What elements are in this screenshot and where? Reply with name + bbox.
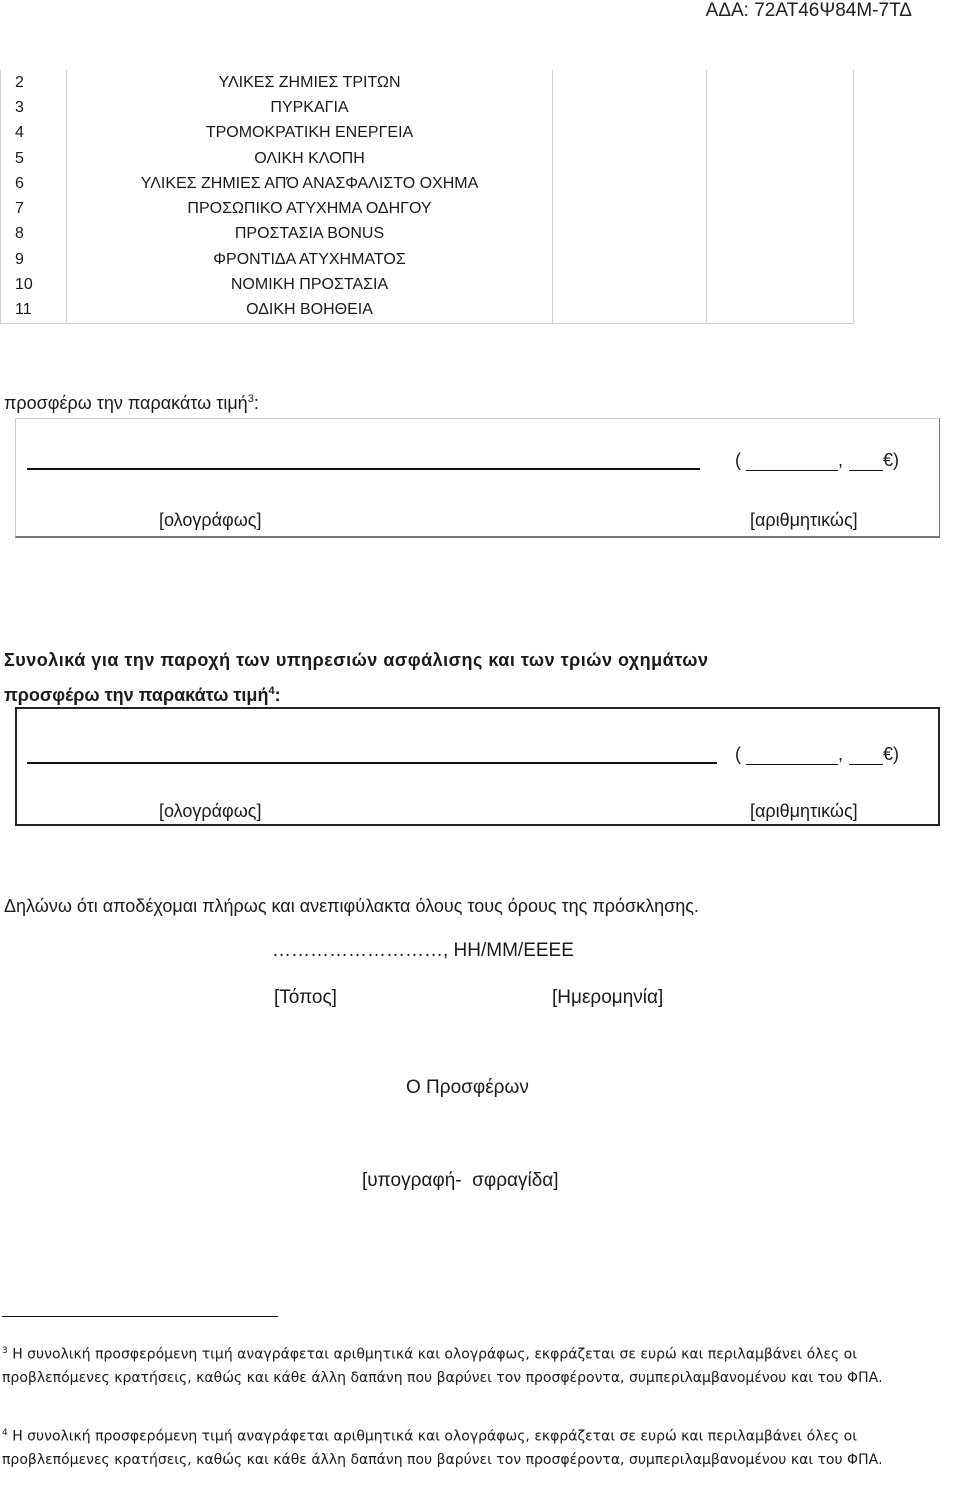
coverage-number: 7 [1,196,67,221]
label-words-total: [ολογράφως] [159,801,262,821]
footnote-separator [2,1316,278,1317]
open-paren: ( [735,450,741,470]
footnote-3 [2,1340,958,1390]
coverage-name: ΝΟΜΙΚΗ ΠΡΟΣΤΑΣΙΑ [67,272,553,297]
empty-cell [553,247,707,272]
label-words-1: [ολογράφως] [159,510,262,530]
total-heading-text: προσφέρω την παρακάτω τιμή [4,685,269,705]
coverage-name: ΟΛΙΚΗ ΚΛΟΠΗ [67,146,553,171]
empty-cell [553,272,707,297]
footnote-text: Η συνολική προσφερόμενη τιμή αναγράφεται αριθμητικά και ολογράφως, εκφράζεται σε ευρώ και περιλαμβάνει όλες οι προβλεπόμενες κρατήσεις, καθώς και κάθε άλλη δαπάνη που βαρύνει τον προσφέροντα, συμπεριλαμβανομένου και του ΦΠΑ. [2,1428,883,1468]
empty-cell [553,298,707,324]
euro-decimal-blank [849,748,883,765]
euro-decimal-blank [849,454,883,471]
footnote-ref-4: 4 [268,685,275,697]
coverage-number: 6 [1,171,67,196]
empty-cell [707,298,854,324]
table-row [1,247,854,272]
coverage-number: 3 [1,95,67,120]
coverage-name: ΠΥΡΚΑΓΙΑ [67,95,553,120]
total-heading-line2 [4,685,281,706]
table-row [1,95,854,120]
empty-cell [553,121,707,146]
signature-label: [υπογραφή- σφραγίδα] [362,1170,559,1191]
empty-cell [553,70,707,95]
currency-close: €) [883,450,900,470]
empty-cell [707,222,854,247]
empty-cell [553,196,707,221]
empty-cell [553,95,707,120]
table-row [1,171,854,196]
empty-cell [707,70,854,95]
coverage-number: 2 [1,70,67,95]
date-label: [Ημερομηνία] [552,987,664,1008]
euro-integer-blank [746,748,838,765]
coverage-number: 4 [1,121,67,146]
empty-cell [707,95,854,120]
empty-cell [707,247,854,272]
price-intro-colon: : [253,393,259,413]
coverage-name: ΦΡΟΝΤΙΔΑ ΑΤΥΧΗΜΑΤΟΣ [67,247,553,272]
comma-separator: , [838,450,844,470]
empty-cell [707,121,854,146]
coverage-number: 8 [1,222,67,247]
coverage-name: ΟΔΙΚΗ ΒΟΗΘΕΙΑ [67,298,553,324]
price-numbers-field-1 [735,450,899,471]
coverage-name: ΠΡΟΣΩΠΙΚΟ ΑΤΥΧΗΜΑ ΟΔΗΓΟΥ [67,196,553,221]
ada-code: ΑΔΑ: 72ΑΤ46Ψ84Μ-7ΤΔ [705,0,912,21]
footnote-number: 3 [2,1346,8,1356]
empty-cell [553,171,707,196]
table-row [1,298,854,324]
table-row [1,272,854,297]
footnote-4 [2,1422,958,1472]
price-words-line-total [27,762,717,764]
price-numbers-field-total [735,744,899,765]
empty-cell [707,146,854,171]
place-date-line: ………………………, ΗΗ/ΜΜ/ΕΕΕΕ [272,940,574,961]
label-numbers-1: [αριθμητικώς] [750,510,858,530]
coverage-name: ΥΛΙΚΕΣ ΖΗΜΙΕΣ ΤΡΙΤΩΝ [67,70,553,95]
footnote-number: 4 [2,1428,8,1438]
empty-cell [553,222,707,247]
coverage-number: 9 [1,247,67,272]
coverage-number: 5 [1,146,67,171]
place-label: [Τόπος] [274,987,337,1008]
currency-close: €) [883,744,900,764]
coverage-number: 10 [1,272,67,297]
declaration-text: Δηλώνω ότι αποδέχομαι πλήρως και ανεπιφύλακτα όλους τους όρους της πρόσκλησης. [4,896,699,916]
coverage-name: ΠΡΟΣΤΑΣΙΑ BONUS [67,222,553,247]
empty-cell [707,196,854,221]
footnote-text: Η συνολική προσφερόμενη τιμή αναγράφεται αριθμητικά και ολογράφως, εκφράζεται σε ευρώ και περιλαμβάνει όλες οι προβλεπόμενες κρατήσεις, καθώς και κάθε άλλη δαπάνη που βαρύνει τον προσφέροντα, συμπεριλαμβανομένου και του ΦΠΑ. [2,1346,883,1386]
table-row [1,121,854,146]
label-numbers-total: [αριθμητικώς] [750,801,858,821]
empty-cell [707,171,854,196]
table-row [1,222,854,247]
footnote-ref-3: 3 [247,393,254,405]
bidder-label: Ο Προσφέρων [406,1077,529,1098]
empty-cell [707,272,854,297]
table-row [1,146,854,171]
table-row [1,70,854,95]
total-heading-colon: : [274,685,281,705]
price-intro [4,393,259,414]
coverage-table [0,70,854,324]
euro-integer-blank [746,454,838,471]
coverage-name: ΤΡΟΜΟΚΡΑΤΙΚΗ ΕΝΕΡΓΕΙΑ [67,121,553,146]
total-heading-line1: Συνολικά για την παροχή των υπηρεσιών ασφάλισης και των τριών οχημάτων [4,650,709,670]
price-intro-text: προσφέρω την παρακάτω τιμή [4,393,248,413]
coverage-name: ΥΛΙΚΕΣ ΖΗΜΙΕΣ ΑΠΌ ΑΝΑΣΦΑΛΙΣΤΟ ΟΧΗΜΑ [67,171,553,196]
open-paren: ( [735,744,741,764]
empty-cell [553,146,707,171]
coverage-number: 11 [1,298,67,324]
price-words-line-1 [27,468,700,470]
table-row [1,196,854,221]
comma-separator: , [838,744,844,764]
